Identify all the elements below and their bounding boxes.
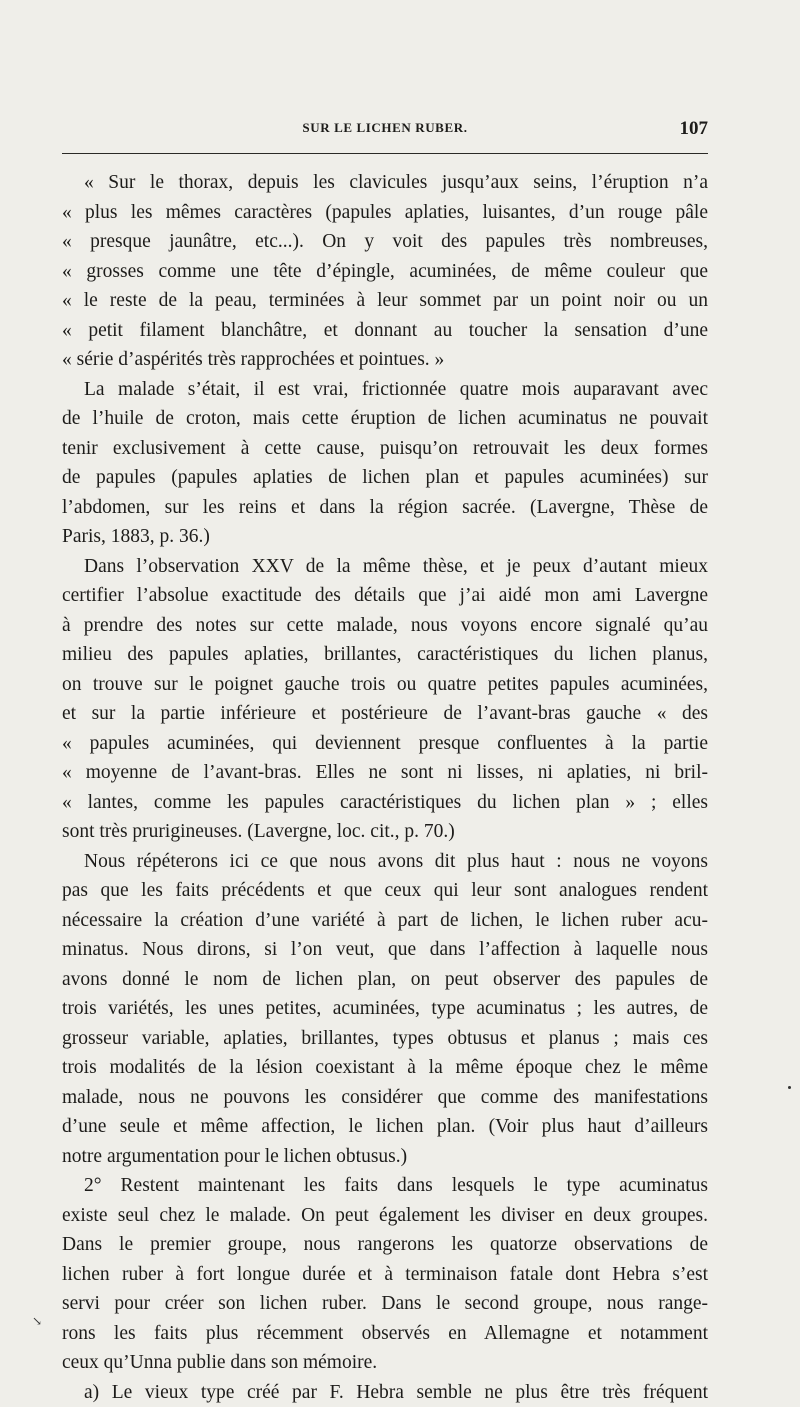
text-line: Dans le premier groupe, nous rangerons les quatorze observations de: [62, 1230, 708, 1260]
text-line: « papules acuminées, qui deviennent presque confluentes à la partie: [62, 729, 708, 759]
text-line: de papules (papules aplaties de lichen plan et papules acuminées) sur: [62, 463, 708, 493]
text-line: tenir exclusivement à cette cause, puisqu’on retrouvait les deux formes: [62, 434, 708, 464]
text-line: avons donné le nom de lichen plan, on peut observer des papules de: [62, 965, 708, 995]
ink-dot: [788, 1086, 791, 1089]
running-title: SUR LE LICHEN RUBER.: [62, 120, 708, 136]
text-line: on trouve sur le poignet gauche trois ou quatre petites papules acuminées,: [62, 670, 708, 700]
page-number: 107: [680, 118, 709, 140]
header-rule: [62, 153, 708, 154]
text-line: Paris, 1883, p. 36.): [62, 522, 708, 552]
text-line: « plus les mêmes caractères (papules aplaties, luisantes, d’un rouge pâle: [62, 198, 708, 228]
text-line: servi pour créer son lichen ruber. Dans le second groupe, nous range-: [62, 1289, 708, 1319]
text-line: pas que les faits précédents et que ceux qui leur sont analogues rendent: [62, 876, 708, 906]
text-line: grosseur variable, aplaties, brillantes, types obtusus et planus ; mais ces: [62, 1024, 708, 1054]
text-line: « presque jaunâtre, etc...). On y voit des papules très nombreuses,: [62, 227, 708, 257]
body-text: [62, 168, 708, 1407]
text-line: « moyenne de l’avant-bras. Elles ne sont ni lisses, ni aplaties, ni bril-: [62, 758, 708, 788]
text-line: l’abdomen, sur les reins et dans la région sacrée. (Lavergne, Thèse de: [62, 493, 708, 523]
text-line: rons les faits plus récemment observés en Allemagne et notamment: [62, 1319, 708, 1349]
text-line: trois modalités de la lésion coexistant à la même époque chez le même: [62, 1053, 708, 1083]
text-line: existe seul chez le malade. On peut également les diviser en deux groupes.: [62, 1201, 708, 1231]
text-line: de l’huile de croton, mais cette éruption de lichen acuminatus ne pouvait: [62, 404, 708, 434]
text-line: à prendre des notes sur cette malade, nous voyons encore signalé qu’au: [62, 611, 708, 641]
text-line: « petit filament blanchâtre, et donnant au toucher la sensation d’une: [62, 316, 708, 346]
text-line: d’une seule et même affection, le lichen plan. (Voir plus haut d’ailleurs: [62, 1112, 708, 1142]
page-header: [62, 118, 708, 138]
text-line: certifier l’absolue exactitude des détails que j’ai aidé mon ami Lavergne: [62, 581, 708, 611]
text-line: sont très prurigineuses. (Lavergne, loc. cit., p. 70.): [62, 817, 708, 847]
text-line: et sur la partie inférieure et postérieure de l’avant-bras gauche « des: [62, 699, 708, 729]
text-line: « Sur le thorax, depuis les clavicules jusqu’aux seins, l’éruption n’a: [62, 168, 708, 198]
text-line: « lantes, comme les papules caractéristiques du lichen plan » ; elles: [62, 788, 708, 818]
text-line: Nous répéterons ici ce que nous avons dit plus haut : nous ne voyons: [62, 847, 708, 877]
text-line: ceux qu’Unna publie dans son mémoire.: [62, 1348, 708, 1378]
text-line: malade, nous ne pouvons les considérer que comme des manifestations: [62, 1083, 708, 1113]
text-line: milieu des papules aplaties, brillantes, caractéristiques du lichen planus,: [62, 640, 708, 670]
text-line: La malade s’était, il est vrai, frictionnée quatre mois auparavant avec: [62, 375, 708, 405]
text-line: Dans l’observation XXV de la même thèse, et je peux d’autant mieux: [62, 552, 708, 582]
text-line: « série d’aspérités très rapprochées et pointues. »: [62, 345, 708, 375]
text-line: lichen ruber à fort longue durée et à terminaison fatale dont Hebra s’est: [62, 1260, 708, 1290]
text-line: notre argumentation pour le lichen obtusus.): [62, 1142, 708, 1172]
text-line: 2° Restent maintenant les faits dans lesquels le type acuminatus: [62, 1171, 708, 1201]
text-line: minatus. Nous dirons, si l’on veut, que dans l’affection à laquelle nous: [62, 935, 708, 965]
margin-mark: ↘: [32, 1314, 42, 1329]
text-line: trois variétés, les unes petites, acuminées, type acuminatus ; les autres, de: [62, 994, 708, 1024]
text-line: « grosses comme une tête d’épingle, acuminées, de même couleur que: [62, 257, 708, 287]
text-line: nécessaire la création d’une variété à part de lichen, le lichen ruber acu-: [62, 906, 708, 936]
text-line: « le reste de la peau, terminées à leur sommet par un point noir ou un: [62, 286, 708, 316]
text-line: a) Le vieux type créé par F. Hebra semble ne plus être très fréquent: [62, 1378, 708, 1407]
